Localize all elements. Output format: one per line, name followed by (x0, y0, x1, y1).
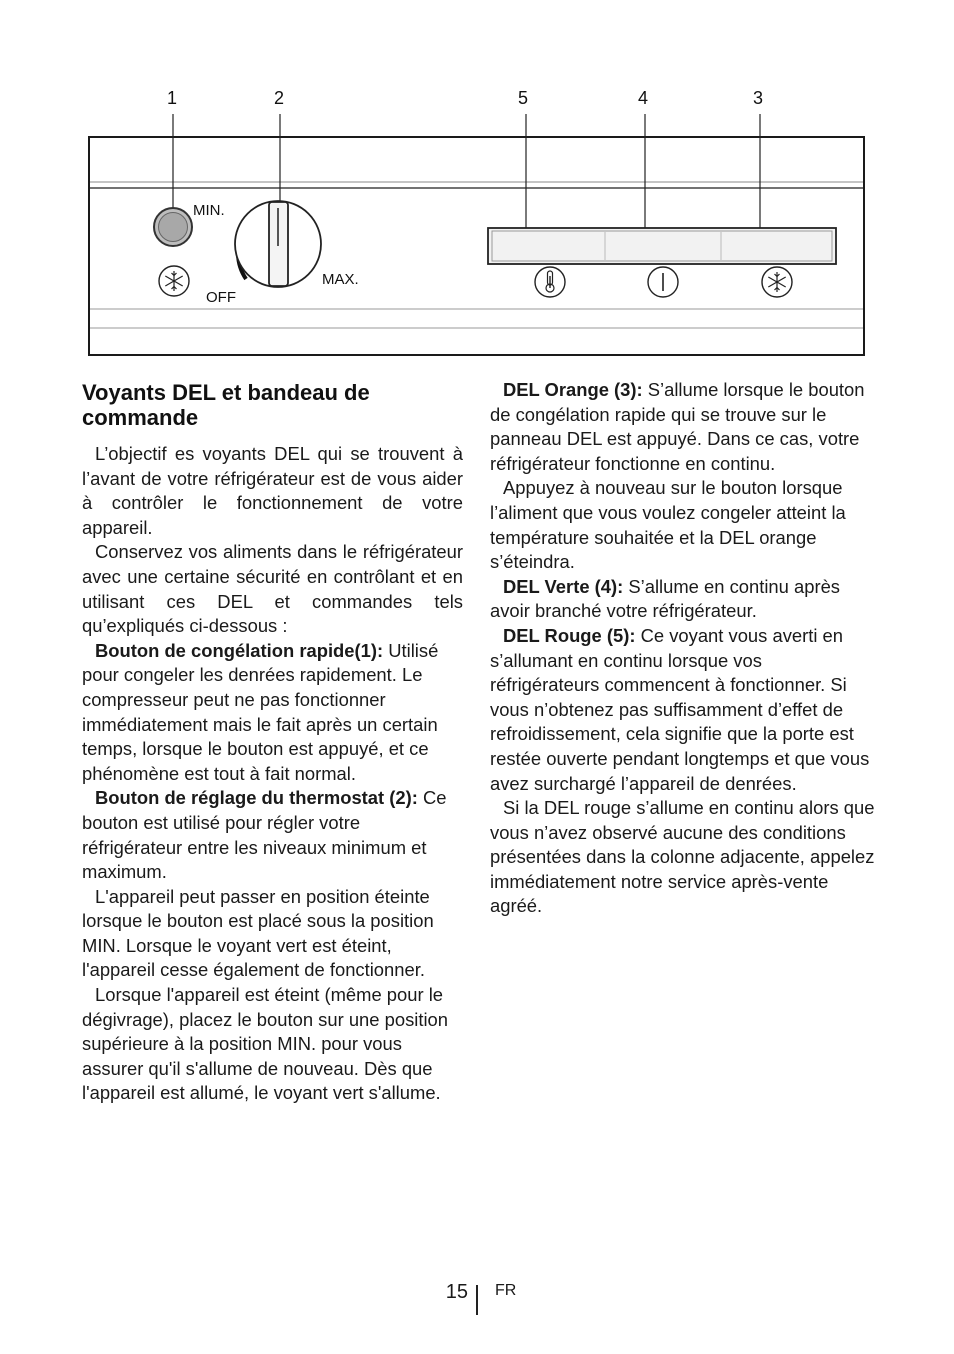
definition: Utilisé pour congeler les denrées rapidement. Le compresseur peut ne pas fonctionner immédiatement mais le fait après un certain temps, lorsque le bouton est appuyé, et ce phénomène est tout à fait normal. (82, 639, 439, 784)
definition: S’allume lorsque le bouton de congélation rapide qui se trouve sur le panneau DEL est appuyé. Dans ce cas, votre réfrigérateur fonctionne en continu. (490, 379, 865, 474)
paragraph: Lorsque l'appareil est éteint (même pour le dégivrage), placez le bouton sur une position supérieure à la position MIN. pour vous assurer qu'il s'allume de nouveau. Dès que l'appareil est allumé, le voyant vert s'allume. (82, 984, 449, 1104)
term: DEL Rouge (5): (503, 624, 636, 646)
callout-3: 3 (752, 88, 764, 108)
paragraph: L’objectif es voyants DEL qui se trouvent à l’avant de votre réfrigérateur est de vous aider à contrôler le fonctionnement de votre appareil. (82, 443, 463, 538)
paragraph (82, 639, 463, 787)
paragraph: Si la DEL rouge s’allume en continu alors que vous n’avez observé aucune des conditions présentées dans la colonne adjacente, appelez immédiatement notre service après-vente agréé. (490, 797, 875, 917)
paragraph (490, 575, 875, 624)
right-column (490, 378, 875, 919)
callout-4: 4 (637, 88, 649, 108)
term: DEL Verte (4): (503, 575, 624, 597)
section-heading: Voyants DEL et bandeau de commande (82, 380, 370, 430)
definition: S’allume en continu après avoir branché votre réfrigérateur. (490, 575, 840, 622)
term: Bouton de réglage du thermostat (2): (95, 787, 418, 809)
callout-1: 1 (166, 88, 178, 108)
paragraph (82, 786, 463, 884)
term: DEL Orange (3): (503, 379, 643, 400)
paragraph (490, 378, 875, 476)
max-label: MAX. (322, 271, 359, 288)
quick-freeze-button-inner (159, 213, 188, 242)
min-label: MIN. (193, 202, 225, 219)
paragraph: L'appareil peut passer en position éteinte lorsque le bouton est placé sous la position MIN. Lorsque le voyant vert est éteint, l'appareil cesse également de fonctionner. (82, 885, 434, 981)
callout-2: 2 (273, 88, 285, 108)
definition: Ce voyant vous averti en s’allumant en continu lorsque vos réfrigérateurs commencent à fonctionner. Si vous n’obtenez pas suffisamment d’effet de refroidissement, cela signifie que la porte est restée ouverte pendant longtemps et que vous avez surchargé l’appareil de denrées. (490, 624, 870, 794)
term: Bouton de congélation rapide(1): (95, 639, 384, 661)
paragraph: Conservez vos aliments dans le réfrigérateur avec une certaine sécurité en contrôlant et en utilisant ces DEL et commandes tels qu’expliqués ci-dessous : (82, 541, 463, 637)
language-code: FR (495, 1282, 517, 1299)
paragraph (490, 624, 875, 796)
definition: Ce bouton est utilisé pour régler votre réfrigérateur entre les niveaux minimum et maximum. (82, 787, 447, 883)
led-strip (488, 228, 836, 264)
control-panel-diagram (0, 0, 954, 370)
callout-5: 5 (517, 88, 529, 108)
left-column (82, 378, 463, 1106)
page-number: 15 (445, 1281, 468, 1303)
footer-separator (476, 1285, 478, 1315)
paragraph: Appuyez à nouveau sur le bouton lorsque l’aliment que vous voulez congeler atteint la température souhaitée et la DEL orange s’éteindra. (490, 477, 846, 573)
off-label: OFF (206, 289, 236, 306)
